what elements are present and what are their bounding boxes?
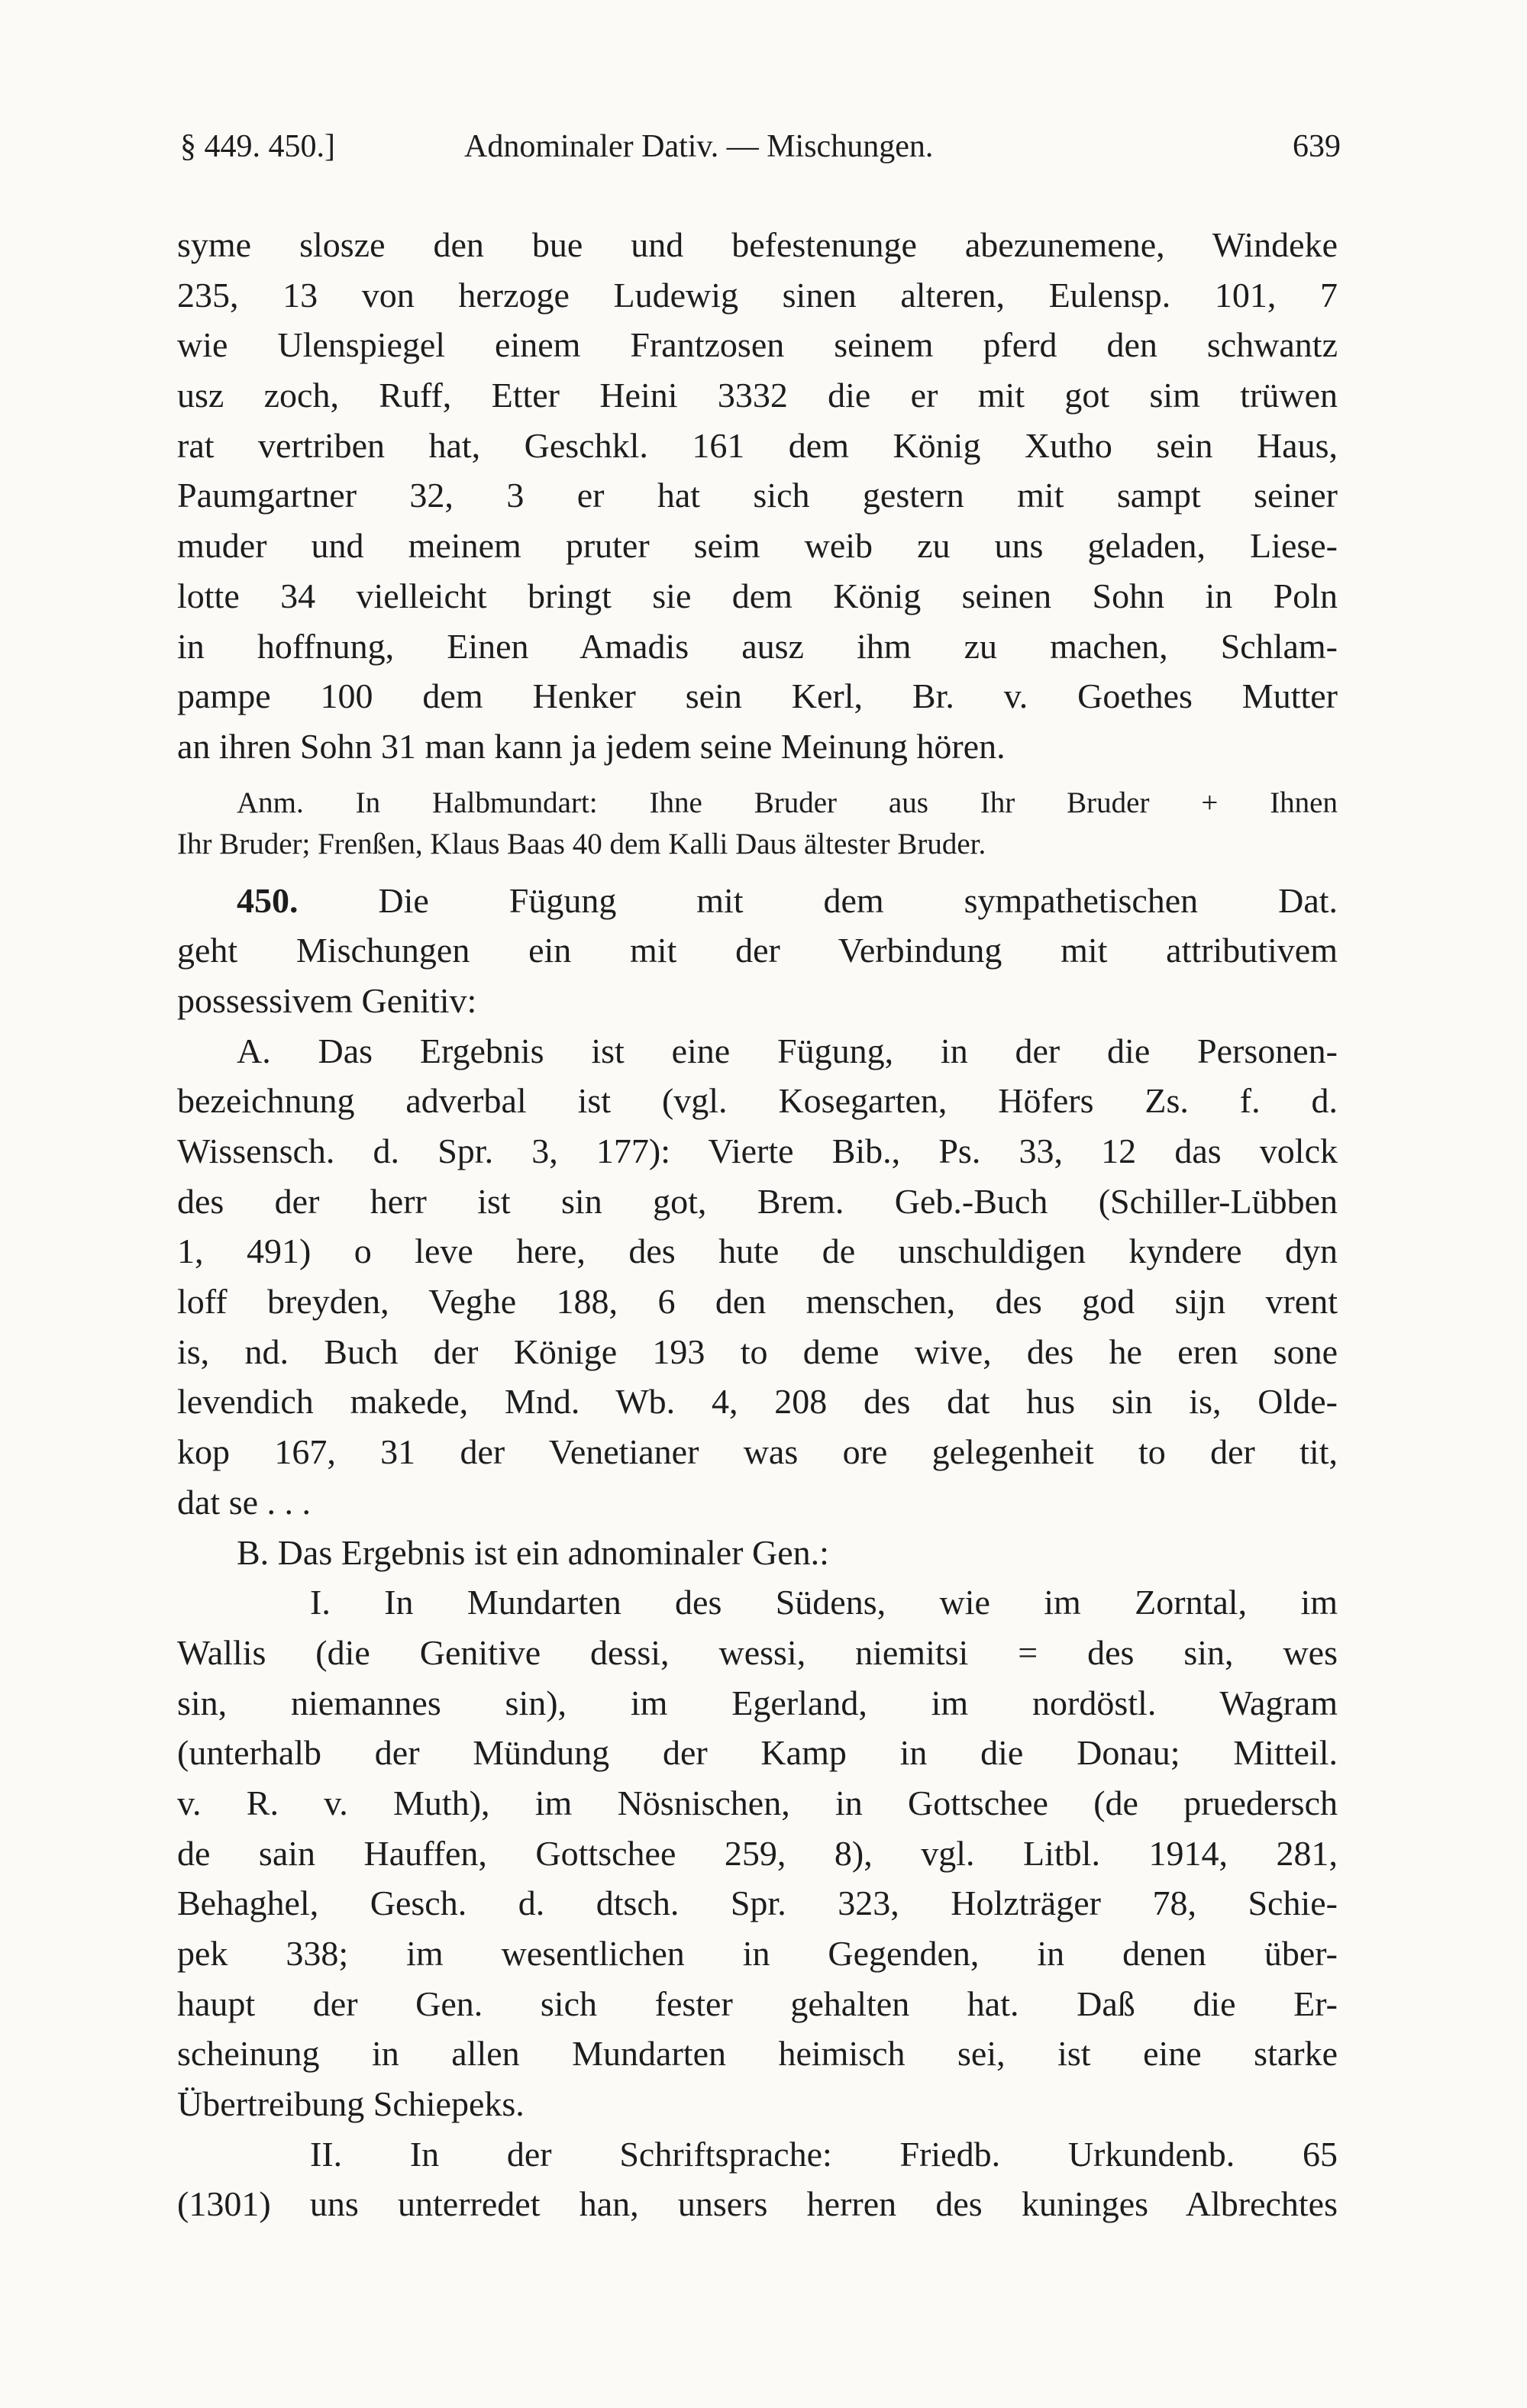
text-line: scheinung in allen Mundarten heimisch sei, ist eine starke bbox=[177, 2034, 1338, 2074]
running-header bbox=[180, 128, 1341, 182]
page-body bbox=[177, 220, 1338, 2229]
text-line: kop 167, 31 der Venetianer was ore gelegenheit to der tit, bbox=[177, 1432, 1338, 1472]
text-line: wie Ulenspiegel einem Frantzosen seinem pferd den schwantz bbox=[177, 325, 1338, 365]
text-line: an ihren Sohn 31 man kann ja jedem seine Meinung hören. bbox=[177, 726, 1006, 766]
text-line: I. In Mundarten des Südens, wie im Zorntal, im bbox=[310, 1583, 1338, 1622]
text-line: Wallis (die Genitive dessi, wessi, niemitsi = des sin, wes bbox=[177, 1632, 1338, 1672]
text-line: II. In der Schriftsprache: Friedb. Urkundenb. 65 bbox=[310, 2134, 1338, 2174]
section-first-text: Die Fügung mit dem sympathetischen Dat. bbox=[378, 880, 1338, 920]
header-page-number: 639 bbox=[1293, 129, 1341, 164]
text-line: 1, 491) o leve here, des hute de unschuldigen kyndere dyn bbox=[177, 1231, 1338, 1271]
text-line: in hoffnung, Einen Amadis ausz ihm zu machen, Schlam- bbox=[177, 626, 1338, 666]
text-line: sin, niemannes sin), im Egerland, im nordöstl. Wagram bbox=[177, 1683, 1338, 1722]
section-450-first-line bbox=[177, 876, 1338, 926]
header-title: Adnominaler Dativ. — Mischungen. bbox=[464, 129, 934, 164]
text-line: Behaghel, Gesch. d. dtsch. Spr. 323, Holzträger 78, Schie- bbox=[177, 1883, 1338, 1923]
text-line: rat vertriben hat, Geschkl. 161 dem König Xutho sein Haus, bbox=[177, 425, 1338, 465]
text-line: de sain Hauffen, Gottschee 259, 8), vgl. Litbl. 1914, 281, bbox=[177, 1833, 1338, 1873]
text-line: geht Mischungen ein mit der Verbindung mit attributivem bbox=[177, 931, 1338, 970]
note-line: Anm. In Halbmundart: Ihne Bruder aus Ihr Bruder + Ihnen bbox=[237, 786, 1338, 819]
text-line: loff breyden, Veghe 188, 6 den menschen, des god sijn vrent bbox=[177, 1282, 1338, 1322]
text-line: usz zoch, Ruff, Etter Heini 3332 die er mit got sim trüwen bbox=[177, 376, 1338, 415]
text-line: lotte 34 vielleicht bringt sie dem König seinen Sohn in Poln bbox=[177, 576, 1338, 615]
text-line: pampe 100 dem Henker sein Kerl, Br. v. Goethes Mutter bbox=[177, 676, 1338, 716]
text-line: Wissensch. d. Spr. 3, 177): Vierte Bib., Ps. 33, 12 das volck bbox=[177, 1131, 1338, 1170]
text-line: possessivem Genitiv: bbox=[177, 980, 477, 1020]
text-line: (1301) uns unterredet han, unsers herren des kuninges Albrechtes bbox=[177, 2184, 1338, 2224]
text-line: levendich makede, Mnd. Wb. 4, 208 des dat hus sin is, Olde- bbox=[177, 1382, 1338, 1422]
header-section-ref: § 449. 450.] bbox=[180, 129, 335, 164]
text-line: bezeichnung adverbal ist (vgl. Kosegarten, Höfers Zs. f. d. bbox=[177, 1081, 1338, 1121]
text-line: pek 338; im wesentlichen in Gegenden, in denen über- bbox=[177, 1934, 1338, 1973]
section-number: 450. bbox=[237, 880, 299, 920]
text-line: Paumgartner 32, 3 er hat sich gestern mit sampt seiner bbox=[177, 476, 1338, 515]
text-line: B. Das Ergebnis ist ein adnominaler Gen.: bbox=[237, 1532, 829, 1572]
text-line: dat se . . . bbox=[177, 1482, 312, 1522]
text-line: is, nd. Buch der Könige 193 to deme wive, des he eren sone bbox=[177, 1332, 1338, 1371]
text-line: muder und meinem pruter seim weib zu uns geladen, Liese- bbox=[177, 526, 1338, 566]
text-line: Übertreibung Schiepeks. bbox=[177, 2084, 525, 2124]
text-line: haupt der Gen. sich fester gehalten hat. Daß die Er- bbox=[177, 1984, 1338, 2023]
text-line: (unterhalb der Mündung der Kamp in die Donau; Mitteil. bbox=[177, 1733, 1338, 1773]
note-line: Ihr Bruder; Frenßen, Klaus Baas 40 dem Kalli Daus ältester Bruder. bbox=[177, 827, 986, 860]
text-line: 235, 13 von herzoge Ludewig sinen alteren, Eulensp. 101, 7 bbox=[177, 275, 1338, 315]
text-line: syme slosze den bue und befestenunge abezunemene, Windeke bbox=[177, 225, 1338, 264]
text-line: v. R. v. Muth), im Nösnischen, in Gottschee (de pruedersch bbox=[177, 1783, 1338, 1822]
text-line: A. Das Ergebnis ist eine Fügung, in der die Personen- bbox=[237, 1031, 1338, 1070]
text-line: des der herr ist sin got, Brem. Geb.-Buch (Schiller-Lübben bbox=[177, 1181, 1338, 1221]
